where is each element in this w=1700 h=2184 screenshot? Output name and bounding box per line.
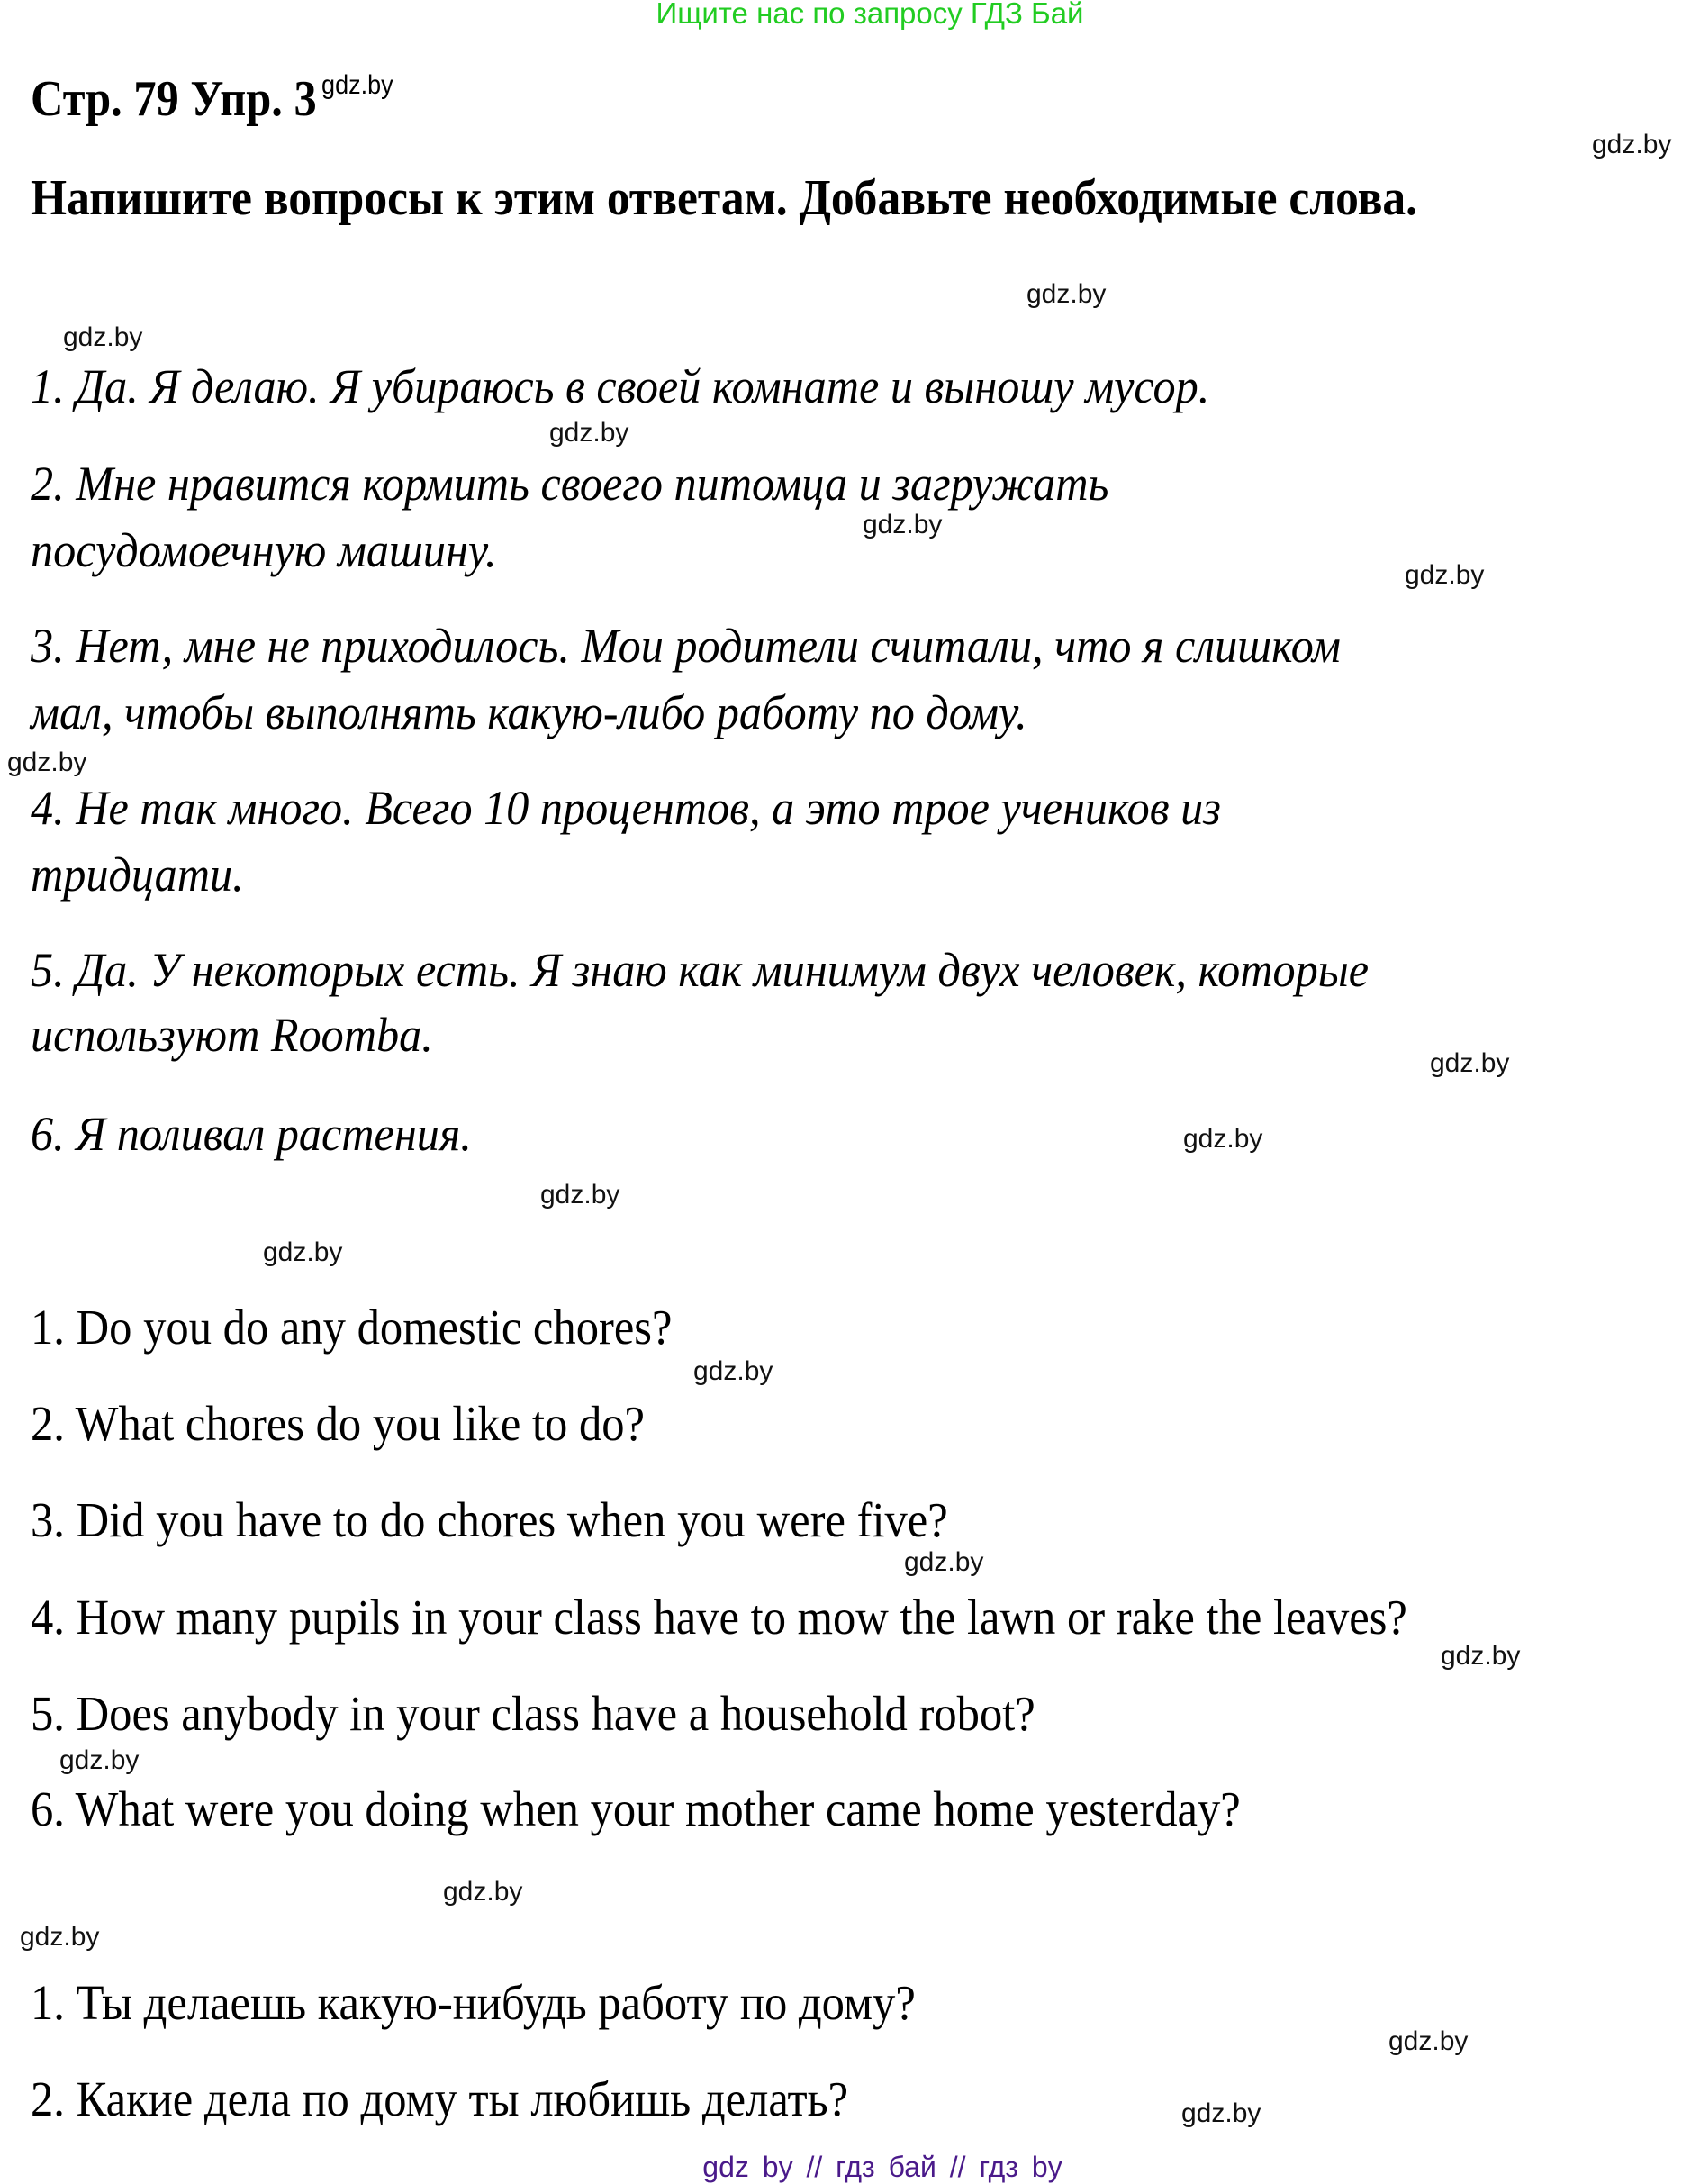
translation-ru-1: 1. Ты делаешь какую-нибудь работу по дому? [31, 1975, 916, 2030]
answer-ru-3-line-1: 3. Нет, мне не приходилось. Мои родители считали, что я слишком [31, 619, 1341, 673]
watermark: gdz.by [1183, 1124, 1263, 1154]
watermark: gdz.by [1026, 279, 1107, 309]
watermark: gdz.by [863, 510, 943, 539]
search-banner: Ищите нас по запросу ГДЗ Бай [656, 0, 1084, 30]
answer-ru-5-line-2: используют Roomba. [31, 1008, 433, 1062]
watermark: gdz.by [59, 1745, 140, 1775]
watermark: gdz.by [693, 1356, 773, 1386]
watermark: gdz.by [321, 70, 393, 100]
watermark: gdz.by [20, 1922, 100, 1952]
question-en-6: 6. What were you doing when your mother came home yesterday? [31, 1781, 1241, 1836]
watermark: gdz.by [263, 1237, 343, 1267]
answer-ru-1: 1. Да. Я делаю. Я убираюсь в своей комнате и выношу мусор. [31, 359, 1210, 413]
watermark: gdz.by [1441, 1641, 1521, 1671]
translation-ru-2: 2. Какие дела по дому ты любишь делать? [31, 2071, 849, 2126]
watermark: gdz.by [540, 1180, 620, 1210]
watermark: gdz.by [1405, 560, 1485, 590]
footer-watermark: gdz by // гдз бай // гдз by [702, 2151, 1062, 2183]
question-en-1: 1. Do you do any domestic chores? [31, 1300, 673, 1355]
answer-ru-2-line-2: посудомоечную машину. [31, 523, 497, 577]
answer-ru-5-line-1: 5. Да. У некоторых есть. Я знаю как минимум двух человек, которые [31, 943, 1370, 997]
watermark: gdz.by [1592, 130, 1672, 159]
answer-ru-6: 6. Я поливал растения. [31, 1107, 472, 1161]
watermark: gdz.by [1430, 1048, 1510, 1078]
page-title [31, 70, 393, 128]
question-en-5: 5. Does anybody in your class have a household robot? [31, 1686, 1035, 1741]
answer-ru-4-line-2: тридцати. [31, 847, 244, 902]
watermark: gdz.by [1388, 2026, 1469, 2056]
watermark: gdz.by [904, 1547, 984, 1577]
watermark: gdz.by [1181, 2098, 1261, 2128]
question-en-3: 3. Did you have to do chores when you were five? [31, 1492, 948, 1547]
exercise-instruction: Напишите вопросы к этим ответам. Добавьте необходимые слова. [31, 170, 1418, 226]
watermark: gdz.by [443, 1877, 523, 1907]
question-en-4: 4. How many pupils in your class have to mow the lawn or rake the leaves? [31, 1590, 1407, 1645]
question-en-2: 2. What chores do you like to do? [31, 1396, 646, 1451]
watermark: gdz.by [7, 748, 87, 777]
watermark: gdz.by [63, 322, 143, 352]
answer-ru-4-line-1: 4. Не так много. Всего 10 процентов, а это трое учеников из [31, 781, 1221, 835]
answer-ru-2-line-1: 2. Мне нравится кормить своего питомца и загружать [31, 457, 1109, 511]
watermark: gdz.by [549, 418, 629, 448]
page-title-text: Стр. 79 Упр. 3 [31, 71, 317, 127]
answer-ru-3-line-2: мал, чтобы выполнять какую-либо работу по дому. [31, 685, 1027, 739]
